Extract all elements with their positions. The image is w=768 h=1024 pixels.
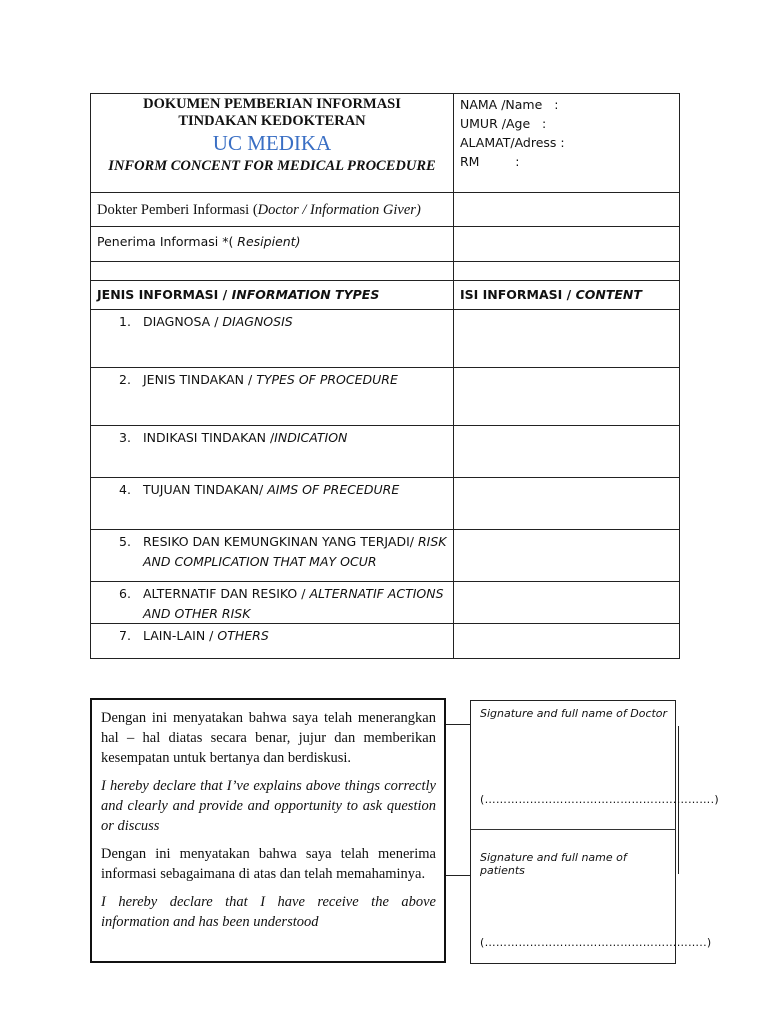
item-number: 5. xyxy=(119,534,131,549)
information-table xyxy=(90,93,680,659)
item-label: INDIKASI TINDAKAN / xyxy=(143,430,275,445)
recipient-label: Penerima Informasi *( xyxy=(97,234,238,249)
doctor-value-cell[interactable] xyxy=(454,193,680,227)
information-types-header xyxy=(91,281,454,310)
item-label: LAIN-LAIN / xyxy=(143,628,218,643)
item-content-cell[interactable] xyxy=(454,478,680,530)
recipient-value-cell[interactable] xyxy=(454,227,680,262)
blank-cell-left xyxy=(91,262,454,281)
recipient-label-cell xyxy=(91,227,454,262)
document-title-line2: TINDAKAN KEDOKTERAN xyxy=(178,113,366,129)
item-label: JENIS TINDAKAN / xyxy=(143,372,257,387)
signature-divider xyxy=(470,829,676,830)
content-label-en: CONTENT xyxy=(575,287,642,302)
doctor-declaration-id: Dengan ini menyatakan bahwa saya telah menerangkan hal – hal diatas secara benar, jujur dan memberikan kesempatan untuk bertanya dan berdiskusi. xyxy=(101,710,436,766)
item-label-en: ALTERNATIF ACTIONS AND OTHER RISK xyxy=(143,586,444,621)
item-cell xyxy=(91,530,454,582)
patient-address-label: ALAMAT/Adress : xyxy=(460,135,565,150)
item-label-en: AIMS OF PRECEDURE xyxy=(267,482,400,497)
table-row xyxy=(91,368,680,426)
table-row xyxy=(91,530,680,582)
item-label: ALTERNATIF DAN RESIKO / xyxy=(143,586,310,601)
item-cell xyxy=(91,368,454,426)
patient-age-label: UMUR /Age : xyxy=(460,116,547,131)
item-number: 1. xyxy=(119,314,131,329)
content-header xyxy=(454,281,680,310)
recipient-row xyxy=(91,227,680,262)
table-row xyxy=(91,426,680,478)
item-number: 3. xyxy=(119,430,131,445)
patient-name-label: NAMA /Name : xyxy=(460,97,559,112)
patient-signature-line[interactable]: (…………………………………………………..) xyxy=(480,936,712,949)
item-content-cell[interactable] xyxy=(454,310,680,368)
signature-box xyxy=(470,700,719,964)
item-label-en: INDICATION xyxy=(274,430,348,445)
item-content-cell[interactable] xyxy=(454,582,680,624)
item-number: 7. xyxy=(119,628,131,643)
item-cell xyxy=(91,310,454,368)
doctor-declaration-en: I hereby declare that I’ve explains above things correctly and clearly and provide and opportunity to ask question or discuss xyxy=(101,778,436,834)
doctor-signature-line[interactable]: (…………………………………………………….) xyxy=(480,793,719,806)
blank-row xyxy=(91,262,680,281)
patient-rm-label: RM : xyxy=(460,154,520,169)
table-row xyxy=(91,478,680,530)
item-label-en: OTHERS xyxy=(217,628,269,643)
item-label: DIAGNOSA / xyxy=(143,314,223,329)
doctor-label: Dokter Pemberi Informasi ( xyxy=(97,202,258,218)
declaration-box xyxy=(90,698,446,963)
item-cell xyxy=(91,426,454,478)
patient-declaration-en: I hereby declare that I have receive the above information and has been understood xyxy=(101,894,436,930)
information-types-label: JENIS INFORMASI / xyxy=(97,287,232,302)
patient-info-cell xyxy=(454,94,680,193)
item-content-cell[interactable] xyxy=(454,624,680,659)
item-label: TUJUAN TINDAKAN/ xyxy=(143,482,268,497)
item-content-cell[interactable] xyxy=(454,368,680,426)
item-cell xyxy=(91,624,454,659)
item-content-cell[interactable] xyxy=(454,426,680,478)
item-cell xyxy=(91,478,454,530)
column-header-row xyxy=(91,281,680,310)
connector-line xyxy=(446,724,470,725)
information-types-label-en: INFORMATION TYPES xyxy=(231,287,380,302)
item-number: 6. xyxy=(119,586,131,601)
document-subtitle: INFORM CONCENT FOR MEDICAL PROCEDURE xyxy=(108,158,436,174)
brand-name: UC MEDIKA xyxy=(212,131,332,155)
connector-line xyxy=(446,875,470,876)
item-label: RESIKO DAN KEMUNGKINAN YANG TERJADI/ xyxy=(143,534,418,549)
document-header xyxy=(91,94,454,193)
item-label-en: RISK AND COMPLICATION THAT MAY OCUR xyxy=(143,534,447,569)
doctor-label-cell xyxy=(91,193,454,227)
content-label: ISI INFORMASI / xyxy=(460,287,576,302)
table-row xyxy=(91,310,680,368)
item-cell xyxy=(91,582,454,624)
document-title-line1: DOKUMEN PEMBERIAN INFORMASI xyxy=(143,96,401,112)
header-row xyxy=(91,94,680,193)
table-row xyxy=(91,624,680,659)
blank-cell-right xyxy=(454,262,680,281)
item-number: 2. xyxy=(119,372,131,387)
patient-signature-label: Signature and full name of patients xyxy=(480,851,627,877)
doctor-row xyxy=(91,193,680,227)
patient-declaration-id: Dengan ini menyatakan bahwa saya telah menerima informasi sebagaimana di atas dan telah memahaminya. xyxy=(101,846,436,882)
item-number: 4. xyxy=(119,482,131,497)
doctor-label-en: Doctor / Information Giver) xyxy=(257,202,421,218)
recipient-label-en: Resipient) xyxy=(237,234,301,249)
item-label-en: DIAGNOSIS xyxy=(222,314,293,329)
item-label-en: TYPES OF PROCEDURE xyxy=(256,372,398,387)
item-content-cell[interactable] xyxy=(454,530,680,582)
doctor-signature-label: Signature and full name of Doctor xyxy=(480,707,668,720)
table-row xyxy=(91,582,680,624)
